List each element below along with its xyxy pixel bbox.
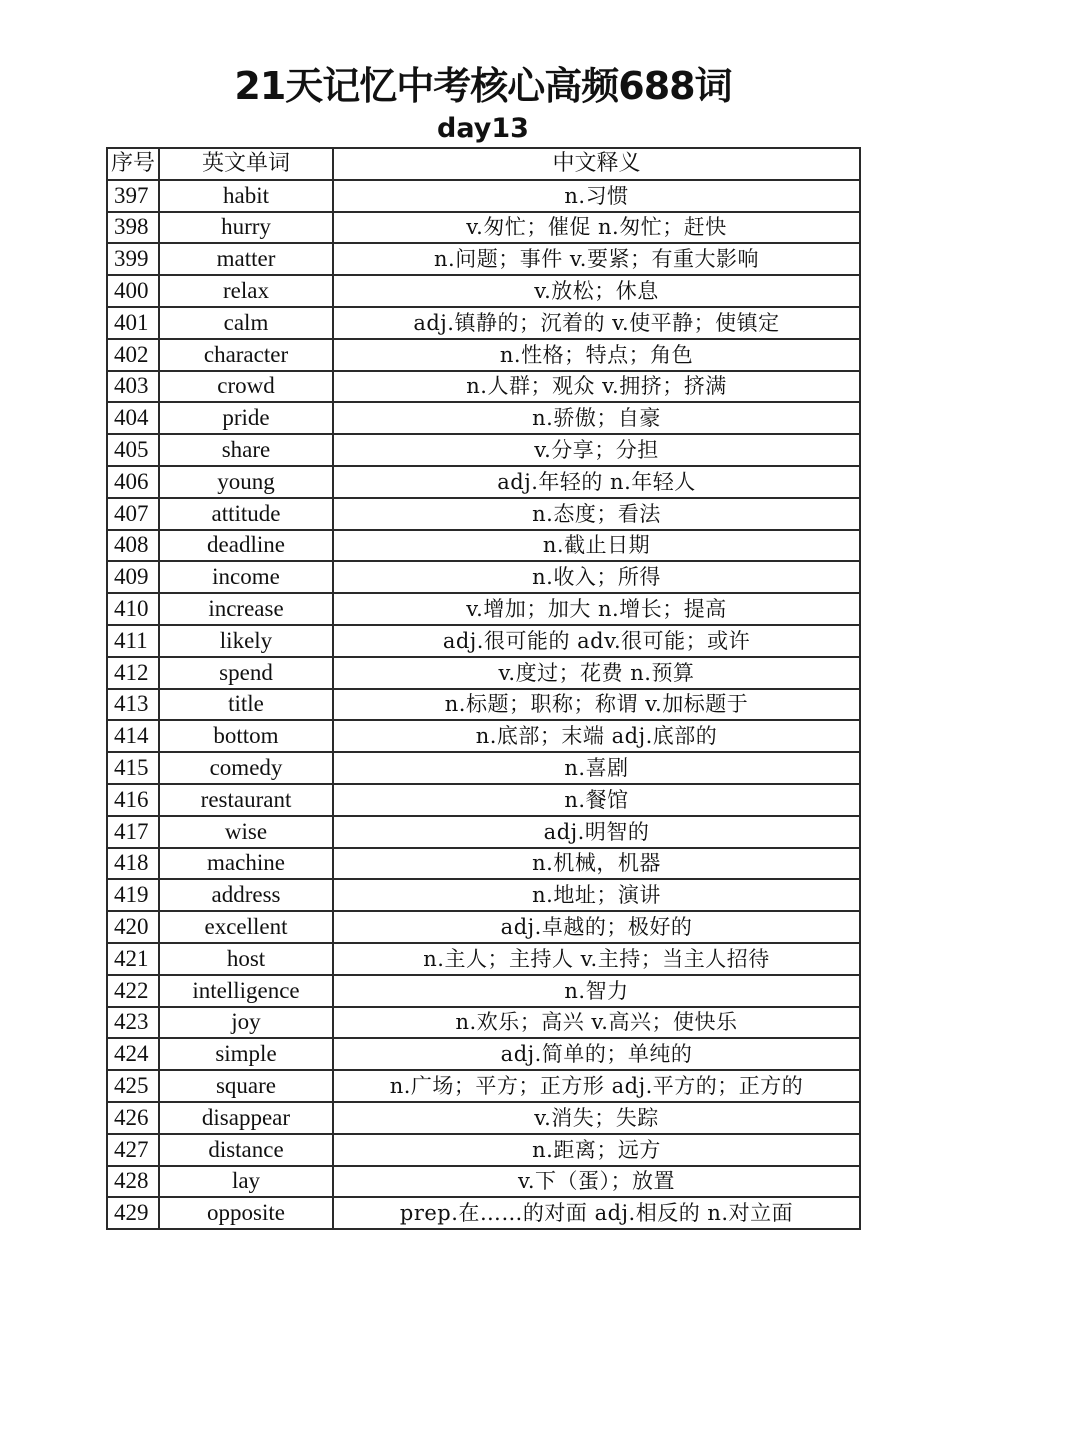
number-cell: 423 bbox=[107, 1007, 159, 1039]
meaning-cell: v.度过；花费 n.预算 bbox=[333, 657, 860, 689]
table-row bbox=[107, 307, 860, 339]
word-cell: distance bbox=[159, 1134, 333, 1166]
table-row bbox=[107, 1134, 860, 1166]
table-row bbox=[107, 784, 860, 816]
meaning-cell: n.智力 bbox=[333, 975, 860, 1007]
number-cell: 428 bbox=[107, 1166, 159, 1198]
number-cell: 400 bbox=[107, 275, 159, 307]
meaning-cell: adj.明智的 bbox=[333, 816, 860, 848]
number-cell: 424 bbox=[107, 1038, 159, 1070]
table-row bbox=[107, 498, 860, 530]
table-row bbox=[107, 752, 860, 784]
meaning-cell: v.下（蛋）；放置 bbox=[333, 1166, 860, 1198]
table-row bbox=[107, 1197, 860, 1229]
meaning-cell: n.性格；特点；角色 bbox=[333, 339, 860, 371]
number-cell: 421 bbox=[107, 943, 159, 975]
number-cell: 405 bbox=[107, 434, 159, 466]
word-cell: matter bbox=[159, 243, 333, 275]
meaning-cell: n.标题；职称；称谓 v.加标题于 bbox=[333, 689, 860, 721]
table-row bbox=[107, 371, 860, 403]
table-row bbox=[107, 720, 860, 752]
meaning-cell: n.态度；看法 bbox=[333, 498, 860, 530]
word-cell: title bbox=[159, 689, 333, 721]
meaning-cell: n.骄傲；自豪 bbox=[333, 402, 860, 434]
number-cell: 415 bbox=[107, 752, 159, 784]
word-cell: income bbox=[159, 561, 333, 593]
table-row bbox=[107, 1166, 860, 1198]
number-cell: 418 bbox=[107, 848, 159, 880]
word-cell: restaurant bbox=[159, 784, 333, 816]
word-cell: attitude bbox=[159, 498, 333, 530]
meaning-cell: n.广场；平方；正方形 adj.平方的；正方的 bbox=[333, 1070, 860, 1102]
number-cell: 416 bbox=[107, 784, 159, 816]
table-row bbox=[107, 339, 860, 371]
number-cell: 427 bbox=[107, 1134, 159, 1166]
meaning-cell: adj.卓越的；极好的 bbox=[333, 911, 860, 943]
word-cell: wise bbox=[159, 816, 333, 848]
table-row bbox=[107, 879, 860, 911]
number-cell: 425 bbox=[107, 1070, 159, 1102]
meaning-cell: v.匆忙；催促 n.匆忙；赶快 bbox=[333, 212, 860, 244]
number-cell: 411 bbox=[107, 625, 159, 657]
table-row bbox=[107, 816, 860, 848]
word-cell: crowd bbox=[159, 371, 333, 403]
number-cell: 414 bbox=[107, 720, 159, 752]
word-cell: joy bbox=[159, 1007, 333, 1039]
meaning-cell: n.人群；观众 v.拥挤；挤满 bbox=[333, 371, 860, 403]
table-row bbox=[107, 911, 860, 943]
number-cell: 429 bbox=[107, 1197, 159, 1229]
word-cell: comedy bbox=[159, 752, 333, 784]
meaning-cell: v.分享；分担 bbox=[333, 434, 860, 466]
word-cell: lay bbox=[159, 1166, 333, 1198]
number-cell: 407 bbox=[107, 498, 159, 530]
word-cell: bottom bbox=[159, 720, 333, 752]
word-cell: intelligence bbox=[159, 975, 333, 1007]
table-row bbox=[107, 434, 860, 466]
table-row bbox=[107, 275, 860, 307]
number-cell: 398 bbox=[107, 212, 159, 244]
word-cell: share bbox=[159, 434, 333, 466]
table-row bbox=[107, 561, 860, 593]
number-cell: 419 bbox=[107, 879, 159, 911]
meaning-cell: n.主人；主持人 v.主持；当主人招待 bbox=[333, 943, 860, 975]
word-cell: spend bbox=[159, 657, 333, 689]
number-cell: 403 bbox=[107, 371, 159, 403]
word-cell: habit bbox=[159, 180, 333, 212]
table-row bbox=[107, 212, 860, 244]
table-row bbox=[107, 943, 860, 975]
table-body bbox=[107, 180, 860, 1229]
meaning-cell: n.地址；演讲 bbox=[333, 879, 860, 911]
word-cell: hurry bbox=[159, 212, 333, 244]
column-header-chinese-meaning: 中文释义 bbox=[333, 148, 860, 180]
table-row bbox=[107, 848, 860, 880]
meaning-cell: v.增加；加大 n.增长；提高 bbox=[333, 593, 860, 625]
table-row bbox=[107, 625, 860, 657]
meaning-cell: n.底部；末端 adj.底部的 bbox=[333, 720, 860, 752]
number-cell: 397 bbox=[107, 180, 159, 212]
word-cell: opposite bbox=[159, 1197, 333, 1229]
meaning-cell: n.问题；事件 v.要紧；有重大影响 bbox=[333, 243, 860, 275]
table-row bbox=[107, 975, 860, 1007]
table-row bbox=[107, 689, 860, 721]
table-row bbox=[107, 1007, 860, 1039]
meaning-cell: v.放松；休息 bbox=[333, 275, 860, 307]
page-title: 21天记忆中考核心高频688词 bbox=[234, 64, 732, 108]
meaning-cell: prep.在……的对面 adj.相反的 n.对立面 bbox=[333, 1197, 860, 1229]
number-cell: 409 bbox=[107, 561, 159, 593]
meaning-cell: n.习惯 bbox=[333, 180, 860, 212]
word-cell: excellent bbox=[159, 911, 333, 943]
meaning-cell: n.餐馆 bbox=[333, 784, 860, 816]
table-row bbox=[107, 243, 860, 275]
table-header-row bbox=[107, 148, 860, 180]
word-cell: simple bbox=[159, 1038, 333, 1070]
number-cell: 420 bbox=[107, 911, 159, 943]
column-header-number: 序号 bbox=[107, 148, 159, 180]
page-subtitle: day13 bbox=[437, 113, 529, 144]
word-cell: likely bbox=[159, 625, 333, 657]
number-cell: 413 bbox=[107, 689, 159, 721]
table-row bbox=[107, 1038, 860, 1070]
table-row bbox=[107, 1102, 860, 1134]
word-cell: relax bbox=[159, 275, 333, 307]
number-cell: 422 bbox=[107, 975, 159, 1007]
meaning-cell: adj.年轻的 n.年轻人 bbox=[333, 466, 860, 498]
word-cell: address bbox=[159, 879, 333, 911]
number-cell: 408 bbox=[107, 530, 159, 562]
number-cell: 402 bbox=[107, 339, 159, 371]
meaning-cell: n.欢乐；高兴 v.高兴；使快乐 bbox=[333, 1007, 860, 1039]
word-cell: deadline bbox=[159, 530, 333, 562]
meaning-cell: adj.镇静的；沉着的 v.使平静；使镇定 bbox=[333, 307, 860, 339]
word-cell: host bbox=[159, 943, 333, 975]
word-cell: calm bbox=[159, 307, 333, 339]
table-row bbox=[107, 466, 860, 498]
number-cell: 417 bbox=[107, 816, 159, 848]
word-cell: character bbox=[159, 339, 333, 371]
table-row bbox=[107, 402, 860, 434]
word-cell: disappear bbox=[159, 1102, 333, 1134]
word-cell: young bbox=[159, 466, 333, 498]
number-cell: 426 bbox=[107, 1102, 159, 1134]
meaning-cell: adj.简单的；单纯的 bbox=[333, 1038, 860, 1070]
table-row bbox=[107, 530, 860, 562]
table-row bbox=[107, 593, 860, 625]
vocabulary-table bbox=[106, 147, 861, 1230]
meaning-cell: n.距离；远方 bbox=[333, 1134, 860, 1166]
meaning-cell: adj.很可能的 adv.很可能；或许 bbox=[333, 625, 860, 657]
word-cell: machine bbox=[159, 848, 333, 880]
word-cell: pride bbox=[159, 402, 333, 434]
table-row bbox=[107, 1070, 860, 1102]
meaning-cell: n.截止日期 bbox=[333, 530, 860, 562]
number-cell: 404 bbox=[107, 402, 159, 434]
number-cell: 406 bbox=[107, 466, 159, 498]
number-cell: 412 bbox=[107, 657, 159, 689]
meaning-cell: n.机械，机器 bbox=[333, 848, 860, 880]
column-header-english-word: 英文单词 bbox=[159, 148, 333, 180]
number-cell: 401 bbox=[107, 307, 159, 339]
word-cell: square bbox=[159, 1070, 333, 1102]
meaning-cell: n.收入；所得 bbox=[333, 561, 860, 593]
number-cell: 399 bbox=[107, 243, 159, 275]
number-cell: 410 bbox=[107, 593, 159, 625]
meaning-cell: n.喜剧 bbox=[333, 752, 860, 784]
table-row bbox=[107, 180, 860, 212]
word-cell: increase bbox=[159, 593, 333, 625]
meaning-cell: v.消失；失踪 bbox=[333, 1102, 860, 1134]
table-row bbox=[107, 657, 860, 689]
